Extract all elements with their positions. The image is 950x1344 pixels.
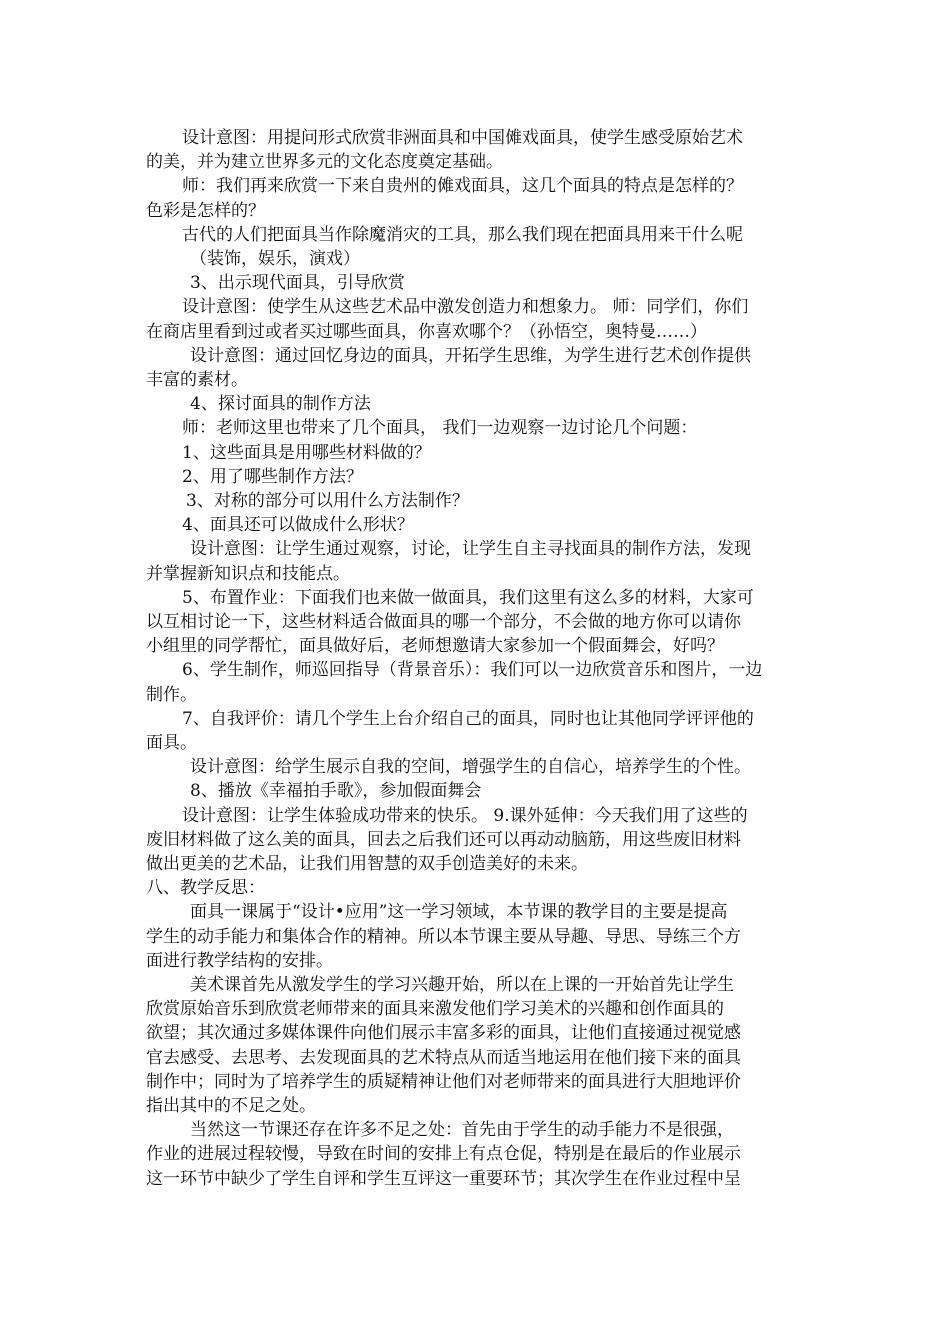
text-line: 师：老师这里也带来了几个面具， 我们一边观察一边讨论几个问题：: [182, 418, 698, 439]
text-line: 在商店里看到过或者买过哪些面具，你喜欢哪个？（孙悟空，奥特曼……）: [146, 321, 707, 342]
text-line: 小组里的同学帮忙，面具做好后，老师想邀请大家参加一个假面舞会，好吗？: [146, 636, 724, 657]
text-line: 并掌握新知识点和技能点。: [146, 563, 350, 584]
text-line: 2、用了哪些制作方法？: [182, 466, 363, 487]
text-line: 师：我们再来欣赏一下来自贵州的傩戏面具，这几个面具的特点是怎样的？: [182, 176, 743, 197]
text-line: 设计意图：给学生展示自我的空间，增强学生的自信心，培养学生的个性。: [190, 757, 751, 778]
text-line: 做出更美的艺术品，让我们用智慧的双手创造美好的未来。: [146, 854, 588, 874]
text-line: 的美，并为建立世界多元的文化态度奠定基础。: [146, 152, 503, 173]
text-line: 8、播放《幸福拍手歌》，参加假面舞会: [190, 781, 482, 802]
text-line: 面具。: [146, 733, 197, 753]
text-line: 废旧材料做了这么美的面具，回去之后我们还可以再动动脑筋，用这些废旧材料: [146, 829, 741, 850]
text-line: 这一环节中缺少了学生自评和学生互评这一重要环节；其次学生在作业过程中呈: [146, 1168, 741, 1189]
text-line: 八、教学反思：: [146, 878, 265, 899]
text-line: 以互相讨论一下，这些材料适合做面具的哪一个部分，不会做的地方你可以请你: [146, 612, 741, 632]
text-line: 官去感受、去思考、去发现面具的艺术特点从而适当地运用在他们接下来的面具: [146, 1047, 741, 1068]
text-line: 制作中；同时为了培养学生的质疑精神让他们对老师带来的面具进行大胆地评价: [146, 1071, 741, 1092]
text-line: 设计意图：让学生体验成功带来的快乐。 9.课外延伸：今天我们用了这些的: [182, 805, 748, 826]
text-line: 6、学生制作，师巡回指导（背景音乐）：我们可以一边欣赏音乐和图片，一边: [182, 660, 763, 681]
text-line: 丰富的素材。: [146, 370, 248, 390]
text-line: 7、自我评价：请几个学生上台介绍自己的面具，同时也让其他同学评评他的: [182, 708, 754, 729]
text-line: 美术课首先从激发学生的学习兴趣开始，所以在上课的一开始首先让学生: [190, 975, 734, 995]
text-line: 面具一课属于“设计•应用”这一学习领域，本节课的教学目的主要是提高: [190, 902, 728, 923]
text-line: 1、这些面具是用哪些材料做的？: [182, 442, 431, 463]
text-line: 当然这一节课还存在许多不足之处：首先由于学生的动手能力不是很强，: [190, 1120, 734, 1141]
text-line: 设计意图：用提问形式欣赏非洲面具和中国傩戏面具，使学生感受原始艺术: [182, 128, 743, 148]
text-line: 古代的人们把面具当作除魔消灾的工具，那么我们现在把面具用来干什么呢: [182, 224, 743, 245]
text-line: （装饰，娱乐，演戏）: [190, 249, 360, 269]
text-line: 3、对称的部分可以用什么方法制作？: [186, 491, 469, 511]
text-line: 5、布置作业：下面我们也来做一做面具，我们这里有这么多的材料，大家可: [182, 587, 754, 608]
text-line: 4、探讨面具的制作方法: [190, 394, 371, 415]
text-line: 欲望；其次通过多媒体课件向他们展示丰富多彩的面具，让他们直接通过视觉感: [146, 1023, 741, 1044]
text-line: 设计意图：通过回忆身边的面具，开拓学生思维，为学生进行艺术创作提供: [190, 345, 751, 366]
text-line: 设计意图：让学生通过观察，讨论，让学生自主寻找面具的制作方法，发现: [190, 539, 751, 560]
text-line: 制作。: [146, 684, 197, 705]
text-line: 指出其中的不足之处。: [146, 1096, 316, 1116]
text-line: 设计意图：使学生从这些艺术品中激发创造力和想象力。 师：同学们，你们: [182, 297, 749, 318]
text-line: 作业的进展过程较慢，导致在时间的安排上有点仓促，特别是在最后的作业展示: [146, 1144, 741, 1165]
text-line: 3、出示现代面具，引导欣赏: [190, 273, 405, 294]
text-line: 面进行教学结构的安排。: [146, 950, 333, 971]
text-line: 学生的动手能力和集体合作的精神。所以本节课主要从导趣、导思、导练三个方: [146, 926, 741, 947]
text-line: 4、面具还可以做成什么形状？: [182, 515, 414, 536]
text-line: 色彩是怎样的？: [146, 200, 265, 221]
text-line: 欣赏原始音乐到欣赏老师带来的面具来激发他们学习美术的兴趣和创作面具的: [146, 999, 724, 1020]
